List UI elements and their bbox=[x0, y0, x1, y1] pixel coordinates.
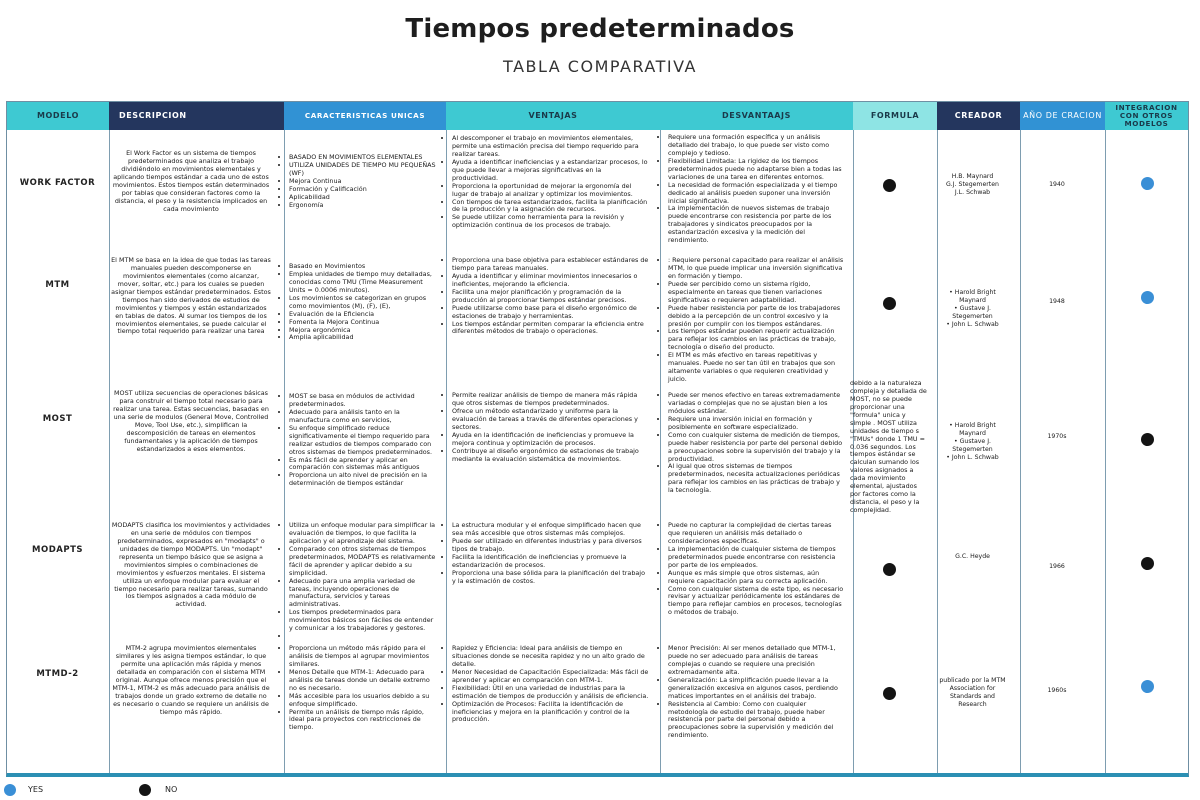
description-text: MTM-2 agrupa movimientos elementales similares y les asigna tiempos estándar, lo que permite una aplicación más rápida y menos detallada en comparación con el sistema MTM original. Aunque ofrece menos precisión que el MTM-1, MTM-2 es más adecuado para análisis de trabajos donde un grado extremo de detalle no es necesario o cuando se requiere un análisis de tiempo más rápido. bbox=[112, 644, 270, 716]
model-name: WORK FACTOR bbox=[19, 178, 96, 188]
model-name: MTMD-2 bbox=[36, 669, 79, 679]
characteristics-list bbox=[281, 522, 437, 641]
legend-yes-label: YES bbox=[28, 785, 44, 794]
list-item: • Permite un análisis de tiempo más rápido, ideal para proyectos con restricciones de tiempo. bbox=[289, 709, 437, 733]
legend-yes-dot bbox=[4, 784, 16, 796]
year-text: 1940 bbox=[1049, 181, 1065, 188]
formula-no-dot bbox=[883, 687, 896, 700]
formula-text: debido a la naturaleza compleja y detallada de MOST, no se puede proporcionar una "formula" unica y simple . MOST utiliza unidades de tiempo s "TMUs" donde 1 TMU = 0.036 segundos. Los tiempos estándar se calculan sumando los valores asignados a cada movimiento elemental, ajustados por factores como la distancia, el peso y la complejidad. bbox=[850, 379, 927, 514]
header-desventajas: DESVANTAAJS bbox=[660, 102, 853, 130]
list-item: • MOST se basa en módulos de actividad predeterminados. bbox=[289, 393, 437, 409]
list-item: • Adecuado para análisis tanto en la manufactura como en servicios, bbox=[289, 409, 437, 425]
integration-no-dot bbox=[1141, 433, 1154, 446]
list-item: • Fomenta la Mejora Continua bbox=[289, 319, 437, 327]
list-item: • Se puede utilizar como herramienta para la revisión y optimización continua de los procesos de trabajo. bbox=[452, 214, 649, 230]
integration-yes-dot bbox=[1141, 177, 1154, 190]
list-item: • Es más fácil de aprender y aplicar en comparación con sistemas más antiguos bbox=[289, 457, 437, 473]
list-item: • Ayuda en la identificación de ineficiencias y promueve la mejora continua y optimización de procesos. bbox=[452, 432, 649, 448]
list-item: • Aplicabilidad bbox=[289, 194, 437, 202]
list-item: • Permite realizar análisis de tiempo de manera más rápida que otros sistemas de tiempos predeterminados. bbox=[452, 392, 649, 408]
comparison-table bbox=[6, 101, 1189, 777]
list-item: • Ergonomía bbox=[289, 202, 437, 210]
list-item: • Con tiempos de tarea estandarizados, facilita la planificación de la producción y la asignación de recursos. bbox=[452, 199, 649, 215]
year-text: 1970s bbox=[1047, 433, 1067, 440]
list-item: • Rapidez y Eficiencia: Ideal para análisis de tiempo en situaciones donde se necesita rapidez y no un alto grado de detalle. bbox=[452, 645, 649, 669]
list-item: • La necesidad de formación especializada y el tiempo dedicado al análisis pueden suponer una inversión inicial significativa. bbox=[668, 182, 844, 206]
list-item bbox=[289, 633, 437, 641]
disadvantages-list bbox=[660, 392, 844, 495]
list-item: • Evaluación de la Eficiencia bbox=[289, 311, 437, 319]
list-item: • Adecuado para una amplia variedad de tareas, incluyendo operaciones de manufactura, servicios y tareas administrativas. bbox=[289, 578, 437, 610]
list-item: • Menor Precisión: Al ser menos detallado que MTM-1, puede no ser adecuado para análisis de tareas complejas o cuando se requiere una precisión extremadamente alta. bbox=[668, 645, 844, 677]
list-item: • Proporciona una base sólida para la planificación del trabajo y la estimación de costos. bbox=[452, 570, 649, 586]
disadvantages-list bbox=[660, 134, 844, 245]
advantages-list bbox=[444, 392, 649, 463]
creator-text bbox=[935, 173, 1010, 197]
header-formula: FORMULA bbox=[853, 102, 937, 130]
list-item: • Facilita la identificación de ineficiencias y promueve la estandarización de procesos. bbox=[452, 554, 649, 570]
formula-no-dot bbox=[883, 179, 896, 192]
creator-text bbox=[935, 422, 1010, 462]
list-item: • El MTM es más efectivo en tareas repetitivas y manuales. Puede no ser tan útil en trabajos que son altamente variables o que requieren creatividad y juicio. bbox=[668, 352, 844, 384]
list-item: • Los tiempos estándar pueden requerir actualización para reflejar los cambios en las prácticas de trabajo, tecnología o diseño del producto. bbox=[668, 328, 844, 352]
header-creador: CREADOR bbox=[937, 102, 1020, 130]
advantages-list bbox=[444, 257, 649, 336]
integration-no-dot bbox=[1141, 557, 1154, 570]
list-item: • Puede haber resistencia por parte de los trabajadores debido a la percepción de un control excesivo y la presión por cumplir con los tiempos estándares. bbox=[668, 305, 844, 329]
model-name: MOST bbox=[42, 414, 73, 424]
list-item: • Optimización de Procesos: Facilita la identificación de ineficiencias y mejora en la planificación y control de la producción. bbox=[452, 701, 649, 725]
list-item: • Generalización: La simplificación puede llevar a la generalización excesiva en algunos casos, perdiendo matices importantes en el análisis del trabajo. bbox=[668, 677, 844, 701]
list-item: • Su enfoque simplificado reduce significativamente el tiempo requerido para realizar estudios de tiempos comparado con otros sistemas de tiempos predeterminados. bbox=[289, 425, 437, 457]
formula-no-dot bbox=[883, 297, 896, 310]
creator-name: • John L. Schwab bbox=[946, 454, 999, 462]
creator-text bbox=[935, 553, 1010, 561]
list-item: • Flexibilidad Limitada: La rigidez de los tiempos predeterminados puede no adaptarse bien a todas las variaciones de una tarea en diferentes entornos. bbox=[668, 158, 844, 182]
list-item: • Aunque es más simple que otros sistemas, aún requiere capacitación para su correcta aplicación. bbox=[668, 570, 844, 586]
page-title: Tiempos predeterminados bbox=[405, 14, 795, 44]
header-integracion: INTEGRACION CON OTROS MODELOS bbox=[1105, 102, 1188, 130]
characteristics-list bbox=[281, 645, 437, 732]
creator-text bbox=[935, 677, 1010, 709]
list-item: • Utiliza un enfoque modular para simplificar la evaluación de tiempos, lo que facilita la aplicacion y el aprendizaje del sistema. bbox=[289, 522, 437, 546]
creator-name: G.C. Heyde bbox=[955, 553, 990, 560]
disadvantages-list bbox=[660, 522, 844, 617]
disadvantages-list bbox=[660, 645, 844, 740]
creator-name: • Gustave J. Stegemerten bbox=[952, 305, 993, 321]
list-item: • Los tiempos estándar permiten comparar la eficiencia entre diferentes métodos de trabajo o operaciones. bbox=[452, 321, 649, 337]
list-item: • La implementación de cualquier sistema de tiempos predeterminados puede encontrarse con resistencia por parte de los empleados. bbox=[668, 546, 844, 570]
list-item: • Ayuda a identificar ineficiencias y a estandarizar procesos, lo que puede llevar a mejoras significativas en la productividad. bbox=[452, 159, 649, 183]
list-item: • Al igual que otros sistemas de tiempos predeterminados, necesita actualizaciones periódicas para reflejar los cambios en las prácticas de trabajo y la tecnología. bbox=[668, 463, 844, 495]
year-text: 1948 bbox=[1049, 298, 1065, 305]
list-item: • Menor Necesidad de Capacitación Especializada: Más fácil de aprender y aplicar en comparación con MTM-1. bbox=[452, 669, 649, 685]
list-item: • Proporciona una base objetiva para establecer estándares de tiempo para tareas manuales. bbox=[452, 257, 649, 273]
list-item: • Ayuda a identificar y eliminar movimientos innecesarios o ineficientes, mejorando la eficiencia. bbox=[452, 273, 649, 289]
characteristics-list bbox=[281, 393, 437, 488]
header-caracteristicas: CARACTERISTICAS UNICAS bbox=[284, 102, 446, 130]
list-item: • Puede ser menos efectivo en tareas extremadamente variadas o complejas que no se ajustan bien a los módulos estándar. bbox=[668, 392, 844, 416]
list-item: • Contribuye al diseño ergonómico de estaciones de trabajo mediante la evaluación sistemática de movimientos. bbox=[452, 448, 649, 464]
description-text: El Work Factor es un sistema de tiempos predeterminados que analiza el trabajo dividiéndolo en movimientos elementales y aplicando tiempos estándar a cada uno de estos movimientos. Estos tiempos están determinados por tablas que consideran factores como la distancia, el peso y la resistencia implicados en cada movimiento bbox=[112, 149, 270, 213]
advantages-list bbox=[444, 522, 649, 586]
list-item: • Basado en Movimientos bbox=[289, 263, 437, 271]
list-item: • Proporciona un método más rápido para el análisis de tiempos al agrupar movimientos similares. bbox=[289, 645, 437, 669]
list-item: • Puede ser percibido como un sistema rígido, especialmente en tareas que tienen variaciones significativas o requieren adaptabilidad. bbox=[668, 281, 844, 305]
list-item: • Emplea unidades de tiempo muy detalladas, conocidas como TMU (Time Measurement Units = 0.0006 minutos). bbox=[289, 271, 437, 295]
advantages-list bbox=[444, 645, 649, 724]
model-name: MODAPTS bbox=[32, 545, 83, 555]
list-item: • Puede ser utilizado en diferentes industrias y para diversos tipos de trabajo. bbox=[452, 538, 649, 554]
creator-text bbox=[935, 289, 1010, 329]
list-item: • Puede utilizarse como base para el diseño ergonómico de estaciones de trabajo y herramientas. bbox=[452, 305, 649, 321]
list-item: • Comparado con otros sistemas de tiempos predeterminados, MODAPTS es relativamente fácil de aprender y aplicar debido a su simplicidad. bbox=[289, 546, 437, 578]
header-descripcion: DESCRIPCION bbox=[109, 102, 284, 130]
list-item: • Mejora Continua bbox=[289, 178, 437, 186]
disadvantages-list bbox=[660, 257, 844, 384]
list-item: • Facilita una mejor planificación y programación de la producción al proporcionar tiempos estándar precisos. bbox=[452, 289, 649, 305]
list-item: • Como con cualquier sistema de medición de tiempos, puede haber resistencia por parte del personal debido a preocupaciones sobre la supervisión del trabajo y la productividad. bbox=[668, 432, 844, 464]
page-subtitle: TABLA COMPARATIVA bbox=[503, 57, 697, 76]
formula-no-dot bbox=[883, 563, 896, 576]
legend-no-dot bbox=[139, 784, 151, 796]
list-item: • Proporciona un alto nivel de precisión en la determinación de tiempos estándar bbox=[289, 472, 437, 488]
header-modelo: MODELO bbox=[7, 102, 109, 130]
description-text: MODAPTS clasifica los movimientos y actividades en una serie de módulos con tiempos predeterminados, expresados en "modapts" o unidades de tiempo MODAPTS. Un "modapt" representa un tiempo básico que se asigna a movimientos simples o combinaciones de movimientos y esfuerzos mentales. El sistema utiliza un enfoque modular para evaluar el tiempo necesario para realizar tareas, sumando los tiempos asignados a cada módulo de actividad. bbox=[111, 521, 271, 609]
list-item: • Los movimientos se categorizan en grupos como movimientos (M), (F), (E), bbox=[289, 295, 437, 311]
list-item: • Resistencia al Cambio: Como con cualquier metodología de estudio del trabajo, puede haber resistencia por parte del personal debido a preocupaciones sobre la supervisión y medición del rendimiento. bbox=[668, 701, 844, 741]
model-name: MTM bbox=[45, 280, 70, 290]
creator-name: H.B. Maynard bbox=[951, 173, 994, 180]
creator-name: J.L. Schwab bbox=[954, 189, 991, 197]
list-item: • Los tiempos predeterminados para movimientos básicos son fáciles de entender y comunicar a los trabajadores y gestores. bbox=[289, 609, 437, 633]
creator-name: • Harold Bright Maynard bbox=[949, 289, 996, 305]
integration-yes-dot bbox=[1141, 291, 1154, 304]
creator-name: G.J. Stegemerten bbox=[946, 181, 999, 189]
list-item: • : Requiere personal capacitado para realizar el análisis MTM, lo que puede implicar una inversión significativa en formación y tiempo. bbox=[668, 257, 844, 281]
characteristics-list bbox=[281, 263, 437, 342]
header-ventajas: VENTAJAS bbox=[446, 102, 660, 130]
advantages-list bbox=[444, 135, 649, 230]
list-item: • La estructura modular y el enfoque simplificado hacen que sea más accesible que otros sistemas más complejos. bbox=[452, 522, 649, 538]
list-item: • Requiere una formación específica y un análisis detallado del trabajo, lo que puede ser visto como complejo y tedioso. bbox=[668, 134, 844, 158]
list-item: • Como con cualquier sistema de este tipo, es necesario revisar y actualizar periódicamente los estándares de tiempo para reflejar cambios en procesos, tecnologías o métodos de trabajo. bbox=[668, 586, 844, 618]
list-item: • Formación y Calificación bbox=[289, 186, 437, 194]
creator-name: • Harold Bright Maynard bbox=[949, 422, 996, 438]
legend-no-label: NO bbox=[165, 785, 178, 794]
list-item: • Amplia aplicabilidad bbox=[289, 334, 437, 342]
characteristics-list bbox=[281, 154, 437, 210]
list-item: • La implementación de nuevos sistemas de trabajo puede encontrarse con resistencia por parte de los trabajadores y sindicatos preocupados por la estandarización excesiva y la medición del rendimiento. bbox=[668, 205, 844, 245]
list-item: • Requiere una inversión inicial en formación y posiblemente en software especializado. bbox=[668, 416, 844, 432]
year-text: 1966 bbox=[1049, 563, 1065, 570]
list-item: • UTILIZA UNIDADES DE TIEMPO MU PEQUEÑAS (WF) bbox=[289, 162, 437, 178]
list-item: • BASADO EN MOVIMIENTOS ELEMENTALES bbox=[289, 154, 437, 162]
creator-name: publicado por la MTM Association for Standards and Research bbox=[939, 677, 1006, 709]
list-item: • Al descomponer el trabajo en movimientos elementales, permite una estimación precisa del tiempo requerido para realizar tareas. bbox=[452, 135, 649, 159]
list-item: • Menos Detalle que MTM-1: Adecuado para análisis de tareas donde un detalle extremo no es necesario. bbox=[289, 669, 437, 693]
integration-yes-dot bbox=[1141, 680, 1154, 693]
creator-name: • Gustave J. Stegemerten bbox=[952, 438, 993, 454]
list-item: • Flexibilidad: Útil en una variedad de industrias para la estimación de tiempos de producción y análisis de eficiencia. bbox=[452, 685, 649, 701]
list-item: • Ofrece un método estandarizado y uniforme para la evaluación de tareas a través de diferentes operaciones y sectores. bbox=[452, 408, 649, 432]
list-item: • Más accesible para los usuarios debido a su enfoque simplificado. bbox=[289, 693, 437, 709]
header-anio: AÑO DE CRACION bbox=[1020, 102, 1105, 130]
description-text: El MTM se basa en la idea de que todas las tareas manuales pueden descomponerse en movimientos elementales (como alcanzar, mover, soltar, etc.) para los cuales se pueden asignar tiempos estándar predeterminados. Estos tiempos han sido derivados de estudios de movimientos y tiempos y están estandarizados en tablas de datos. Al sumar los tiempos de los movimientos elementales, se puede calcular el tiempo total requerido para realizar una tarea bbox=[111, 256, 271, 336]
description-text: MOST utiliza secuencias de operaciones básicas para construir el tiempo total necesario para realizar una tarea. Estas secuencias, basadas en una serie de modulos (General Move, Controlled Move, Tool Use, etc.), simplifican la descomposición de tareas en elementos fundamentales y la aplicación de tiempos estandarizados a esos elementos. bbox=[113, 389, 269, 453]
list-item: • Mejora ergonómica bbox=[289, 327, 437, 335]
year-text: 1960s bbox=[1047, 687, 1067, 694]
creator-name: • John L. Schwab bbox=[946, 321, 999, 329]
list-item: • Proporciona la oportunidad de mejorar la ergonomía del lugar de trabajo al analizar y optimizar los movimientos. bbox=[452, 183, 649, 199]
list-item: • Puede no capturar la complejidad de ciertas tareas que requieren un análisis más detallado o consideraciones específicas. bbox=[668, 522, 844, 546]
